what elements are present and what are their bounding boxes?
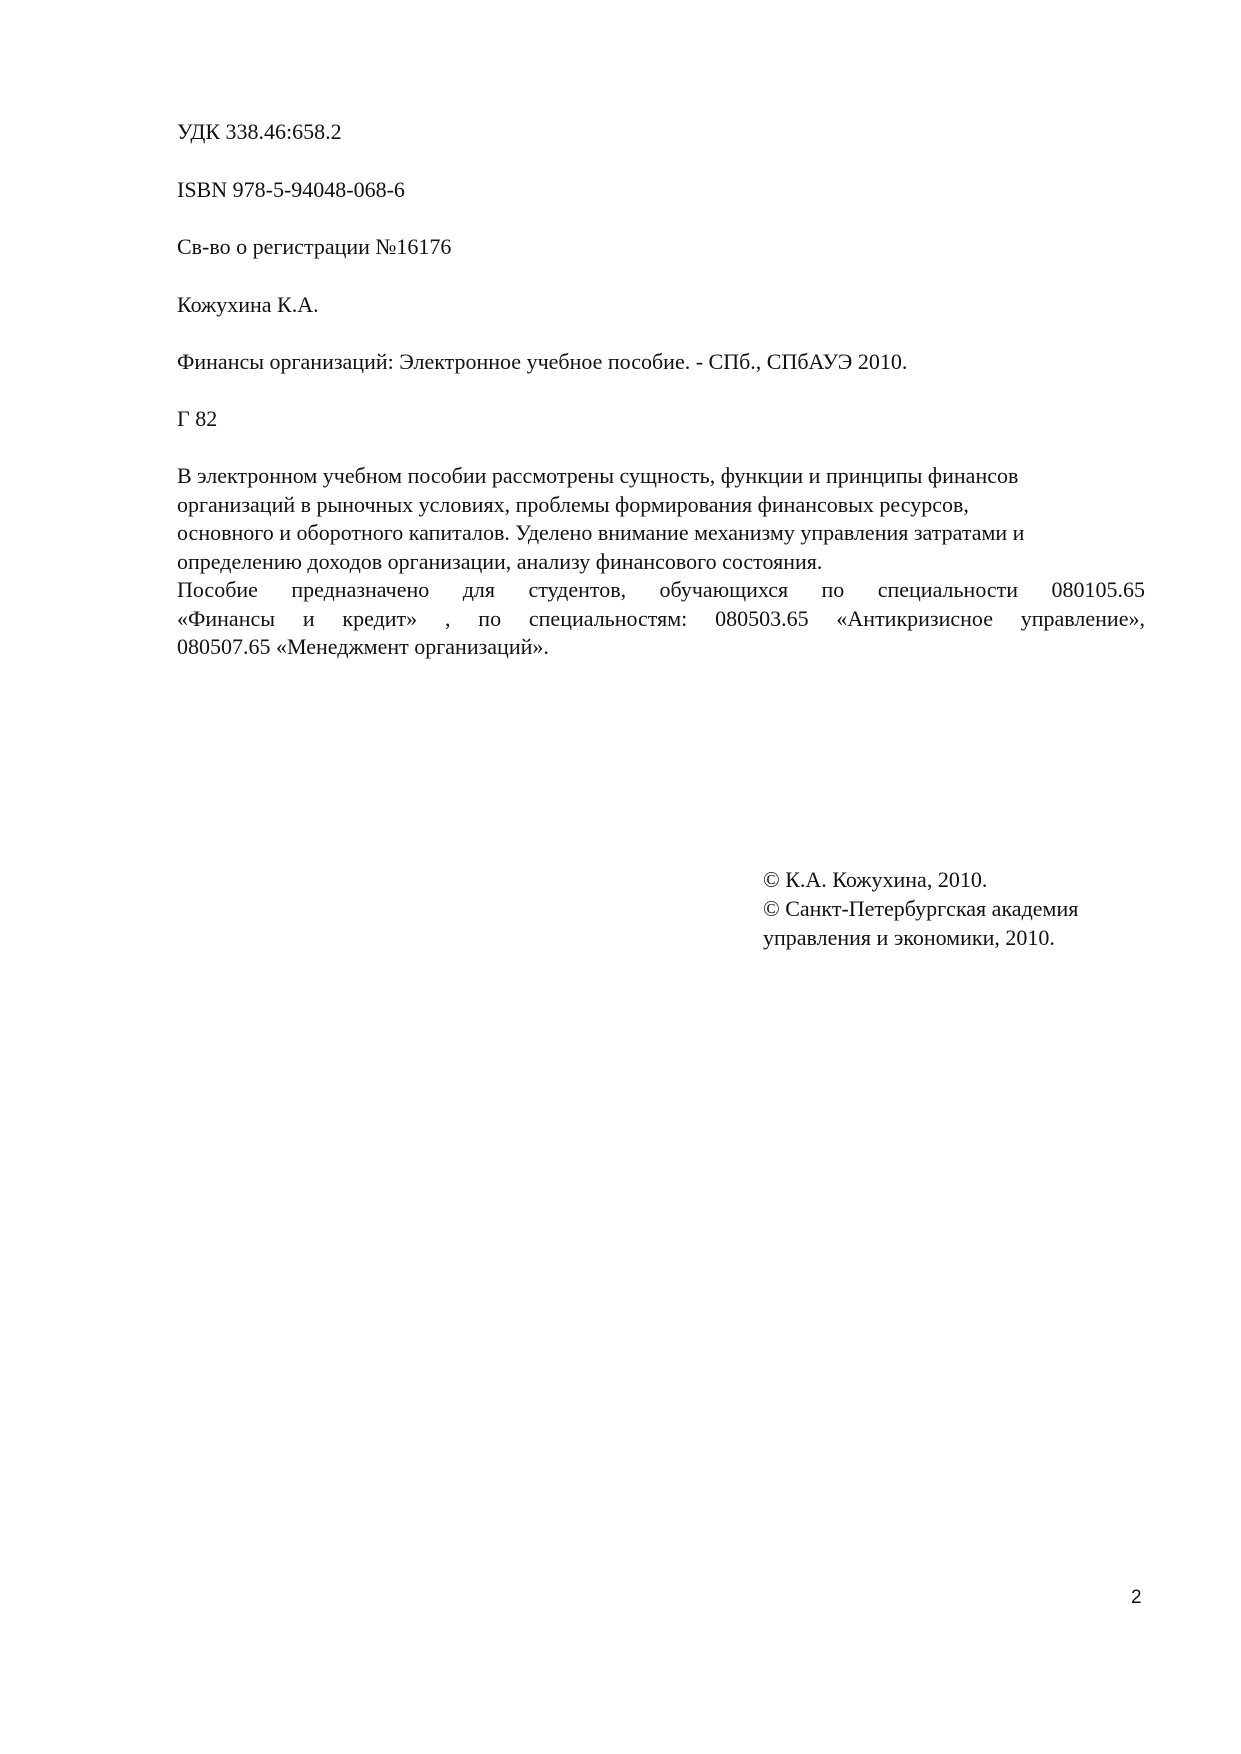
page-number: 2 bbox=[1131, 1587, 1142, 1608]
word: и bbox=[302, 605, 315, 631]
abstract-line: организаций в рыночных условиях, проблемы формирования финансовых ресурсов, bbox=[177, 491, 969, 517]
word: обучающихся bbox=[659, 577, 789, 602]
classification-code: Г 82 bbox=[177, 406, 218, 431]
word: по bbox=[821, 577, 845, 602]
abstract bbox=[177, 462, 1145, 662]
copyright-academy-cont: управления и экономики, 2010. bbox=[763, 925, 1055, 950]
word: студентов, bbox=[528, 577, 627, 602]
author: Кожухина К.А. bbox=[177, 292, 319, 317]
word: управление», bbox=[1020, 605, 1145, 631]
word: «Финансы bbox=[177, 605, 276, 631]
bibliographic-title: Финансы организаций: Электронное учебное пособие. - СПб., СПбАУЭ 2010. bbox=[177, 349, 908, 374]
word: «Антикризисное bbox=[836, 605, 993, 631]
registration-certificate: Св-во о регистрации №16176 bbox=[177, 234, 452, 259]
copyright-academy: © Санкт-Петербургская академия bbox=[763, 896, 1079, 921]
abstract-line: основного и оборотного капиталов. Уделено внимание механизму управления затратами и bbox=[177, 520, 1025, 545]
word: по bbox=[478, 605, 502, 631]
copyright-author: © К.А. Кожухина, 2010. bbox=[763, 867, 988, 892]
word: специальностям: bbox=[528, 605, 688, 631]
isbn: ISBN 978-5-94048-068-6 bbox=[177, 177, 405, 202]
word: Пособие bbox=[177, 577, 258, 602]
word: 080503.65 bbox=[715, 605, 809, 631]
word: для bbox=[462, 577, 496, 602]
udk-code: УДК 338.46:658.2 bbox=[177, 119, 342, 144]
purpose-line-3: 080507.65 «Менеджмент организаций». bbox=[177, 634, 549, 659]
purpose-line-2 bbox=[177, 605, 1145, 634]
word: 080105.65 bbox=[1051, 577, 1145, 602]
word: предназначено bbox=[291, 577, 430, 602]
abstract-line: В электронном учебном пособии рассмотрены сущность, функции и принципы финансов bbox=[177, 463, 1019, 488]
word: кредит» bbox=[342, 605, 418, 631]
purpose-line-1 bbox=[177, 576, 1145, 605]
abstract-line: определению доходов организации, анализу финансового состояния. bbox=[177, 548, 823, 574]
word: , bbox=[444, 605, 451, 631]
word: специальности bbox=[877, 577, 1019, 602]
copyright-block bbox=[763, 865, 1078, 952]
